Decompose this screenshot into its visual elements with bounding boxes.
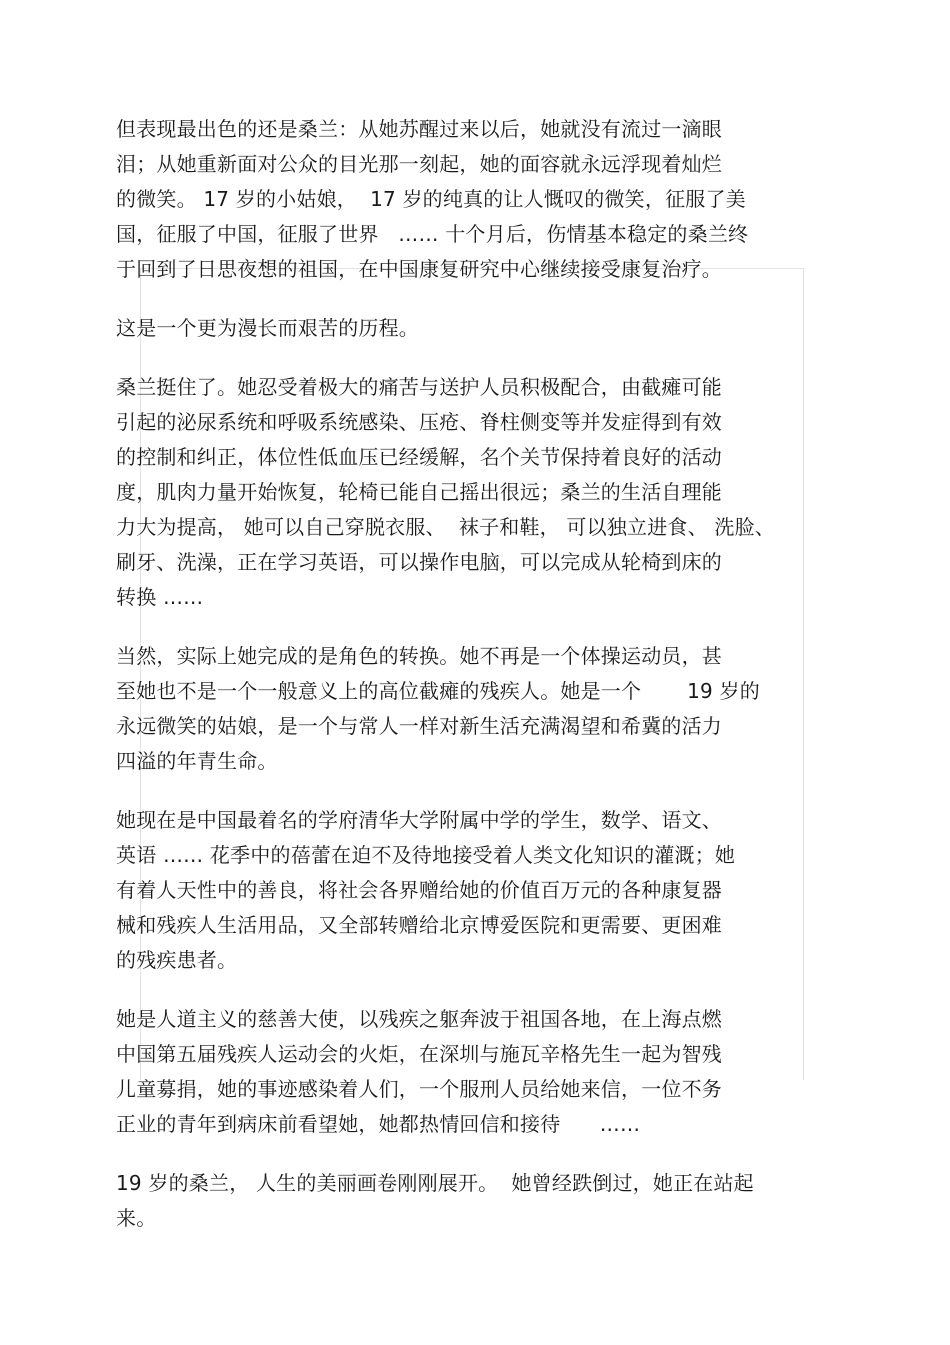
text-line: 度，肌肉力量开始恢复，轮椅已能自己摇出很远；桑兰的生活自理能: [116, 480, 722, 504]
text-line: 她是人道主义的慈善大使，以残疾之躯奔波于祖国各地，在上海点燃: [116, 1007, 722, 1031]
text-line: 至她也不是一个一般意义上的高位截瘫的残疾人。她是一个 19 岁的: [116, 679, 760, 703]
text-line: 来。: [116, 1206, 157, 1230]
text-line: 力大为提高， 她可以自己穿脱衣服、 袜子和鞋， 可以独立进食、 洗脸、: [116, 515, 775, 539]
paragraph-1: [116, 112, 876, 287]
text-line: 19 岁的桑兰， 人生的美丽画卷刚刚展开。 她曾经跌倒过，她正在站起: [116, 1171, 754, 1195]
paragraph-5: [116, 803, 876, 978]
paragraph-2: [116, 311, 876, 346]
text-line: 永远微笑的姑娘，是一个与常人一样对新生活充满渴望和希冀的活力: [116, 714, 722, 738]
paragraph-4: [116, 639, 876, 779]
text-line: 的微笑。 17 岁的小姑娘， 17 岁的纯真的让人慨叹的微笑，征服了美: [116, 187, 746, 211]
text-line: 她现在是中国最着名的学府清华大学附属中学的学生，数学、语文、: [116, 808, 722, 832]
paragraph-3: [116, 370, 876, 615]
text-line: 儿童募捐，她的事迹感染着人们，一个服刑人员给她来信，一位不务: [116, 1077, 722, 1101]
text-line: 的控制和纠正，体位性低血压已经缓解，名个关节保持着良好的活动: [116, 445, 722, 469]
text-line: 引起的泌尿系统和呼吸系统感染、压疮、脊柱侧变等并发症得到有效: [116, 410, 722, 434]
text-line: 英语 …… 花季中的蓓蕾在迫不及待地接受着人类文化知识的灌溉；她: [116, 843, 736, 867]
paragraph-6: [116, 1002, 876, 1142]
paragraph-7: [116, 1166, 876, 1236]
text-line: 四溢的年青生命。: [116, 749, 278, 773]
text-line: 的残疾患者。: [116, 948, 238, 972]
document-body: [116, 112, 876, 1260]
text-line: 中国第五届残疾人运动会的火炬，在深圳与施瓦辛格先生一起为智残: [116, 1042, 722, 1066]
text-line: 但表现最出色的还是桑兰：从她苏醒过来以后，她就没有流过一滴眼: [116, 117, 722, 141]
text-line: 于回到了日思夜想的祖国，在中国康复研究中心继续接受康复治疗。: [116, 257, 722, 281]
text-line: 桑兰挺住了。她忍受着极大的痛苦与送护人员积极配合，由截瘫可能: [116, 375, 722, 399]
text-line: 械和残疾人生活用品，又全部转赠给北京博爱医院和更需要、更困难: [116, 913, 722, 937]
text-line: 正业的青年到病床前看望她，她都热情回信和接待 ……: [116, 1112, 641, 1136]
text-line: 转换 ……: [116, 585, 204, 609]
text-line: 有着人天性中的善良，将社会各界赠给她的价值百万元的各种康复器: [116, 878, 722, 902]
text-line: 刷牙、洗澡，正在学习英语，可以操作电脑，可以完成从轮椅到床的: [116, 550, 722, 574]
text-line: 这是一个更为漫长而艰苦的历程。: [116, 316, 419, 340]
text-line: 泪；从她重新面对公众的目光那一刻起，她的面容就永远浮现着灿烂: [116, 152, 722, 176]
text-line: 当然，实际上她完成的是角色的转换。她不再是一个体操运动员，甚: [116, 644, 722, 668]
text-line: 国，征服了中国，征服了世界 …… 十个月后，伤情基本稳定的桑兰终: [116, 222, 749, 246]
